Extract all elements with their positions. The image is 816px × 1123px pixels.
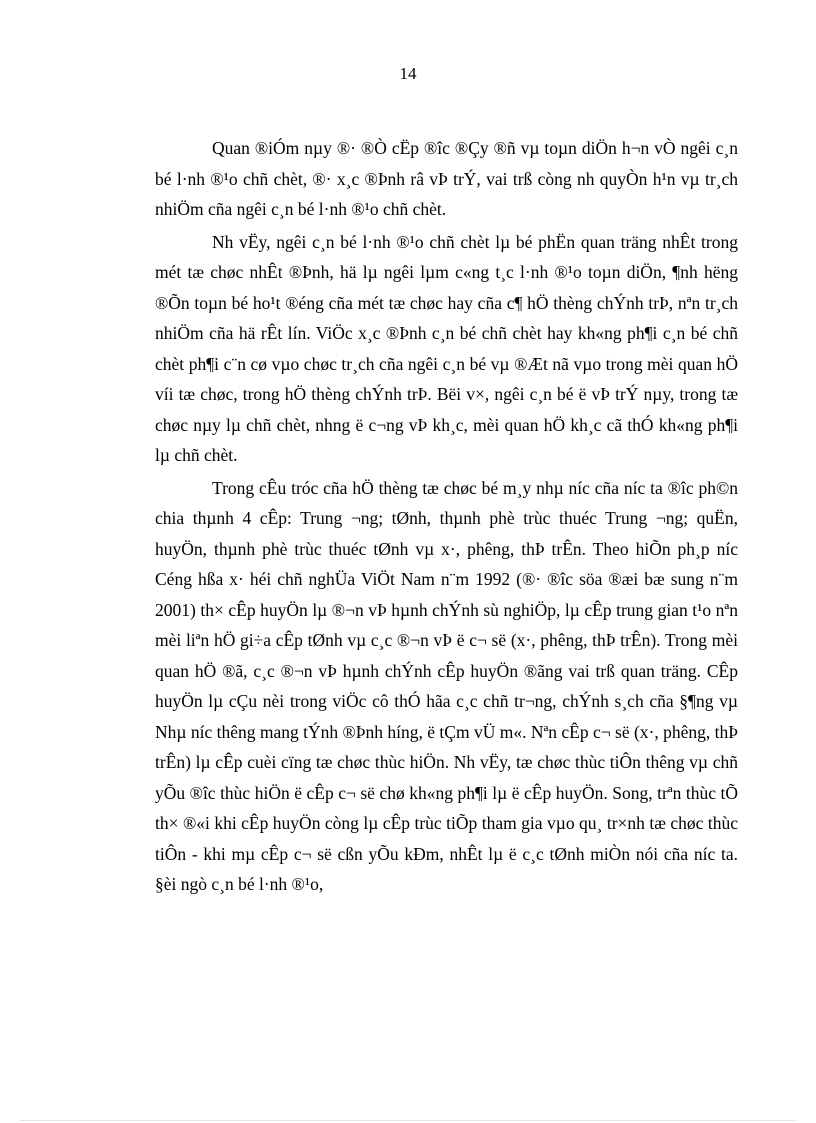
- page-bottom-divider: [20, 1120, 796, 1121]
- body-text: [155, 133, 738, 902]
- paragraph: Trong cÊu tróc cña hÖ thèng tæ chøc bé m¸y nhµ níc cña níc ta ®îc ph©n chia thµnh 4 cÊp: Trung ¬ng; tØnh, thµnh phè trùc thuéc Trung ¬ng; quËn, huyÖn, thµnh phè trùc thuéc tØnh vµ x·, phêng, thÞ trÊn. Theo hiÕn ph¸p níc Céng hßa x· héi chñ nghÜa ViÖt Nam n¨m 1992 (®· ®îc söa ®æi bæ sung n¨m 2001) th× cÊp huyÖn lµ ®¬n vÞ hµnh chÝnh sù nghiÖp, lµ cÊp trung gian t¹o nªn mèi liªn hÖ gi÷a cÊp tØnh vµ c¸c ®¬n vÞ ë c¬ së (x·, phêng, thÞ trÊn). Trong mèi quan hÖ ®ã, c¸c ®¬n vÞ hµnh chÝnh cÊp huyÖn ®ãng vai trß quan träng. CÊp huyÖn lµ cÇu nèi trong viÖc cô thÓ hãa c¸c chñ tr¬ng, chÝnh s¸ch cña §¶ng vµ Nhµ níc thêng mang tÝnh ®Þnh híng, ë tÇm vÜ m«. Nªn cÊp c¬ së (x·, phêng, thÞ trÊn) lµ cÊp cuèi cïng tæ chøc thùc hiÖn. Nh vËy, tæ chøc thùc tiÔn thêng vµ chñ yÕu ®îc thùc hiÖn ë cÊp c¬ së chø kh«ng ph¶i lµ ë cÊp huyÖn. Song, trªn thùc tÕ th× ®«i khi cÊp huyÖn còng lµ cÊp trùc tiÕp tham gia vµo qu¸ tr×nh tæ chøc thùc tiÔn - khi mµ cÊp c¬ së cßn yÕu kÐm, nhÊt lµ ë c¸c tØnh miÒn nói cña níc ta. §èi ngò c¸n bé l·nh ®¹o,: [155, 477, 738, 894]
- page-number: 14: [399, 64, 417, 83]
- paragraph: Quan ®iÓm nµy ®· ®Ò cËp ®îc ®Çy ®ñ vµ toµn diÖn h¬n vÒ ngêi c¸n bé l·nh ®¹o chñ chèt, ®· x¸c ®Þnh râ vÞ trÝ, vai trß còng nh quyÒn h¹n vµ tr¸ch nhiÖm cña ngêi c¸n bé l·nh ®¹o chñ chèt.: [155, 138, 738, 219]
- paragraph: Nh vËy, ngêi c¸n bé l·nh ®¹o chñ chèt lµ bé phËn quan träng nhÊt trong mét tæ chøc nhÊt ®Þnh, hä lµ ngêi lµm c«ng t¸c l·nh ®¹o toµn diÖn, ¶nh hëng ®Õn toµn bé ho¹t ®éng cña mét tæ chøc hay cña c¶ hÖ thèng chÝnh trÞ, nªn tr¸ch nhiÖm cña hä rÊt lín. ViÖc x¸c ®Þnh c¸n bé chñ chèt hay kh«ng ph¶i c¸n bé chñ chèt ph¶i c¨n cø vµo chøc tr¸ch cña ngêi c¸n bé vµ ®Æt nã vµo trong mèi quan hÖ víi tæ chøc, trong hÖ thèng chÝnh trÞ. Bëi v×, ngêi c¸n bé ë vÞ trÝ nµy, trong tæ chøc nµy lµ chñ chèt, nhng ë c¬ng vÞ kh¸c, mèi quan hÖ kh¸c cã thÓ kh«ng ph¶i lµ chñ chèt.: [155, 231, 738, 465]
